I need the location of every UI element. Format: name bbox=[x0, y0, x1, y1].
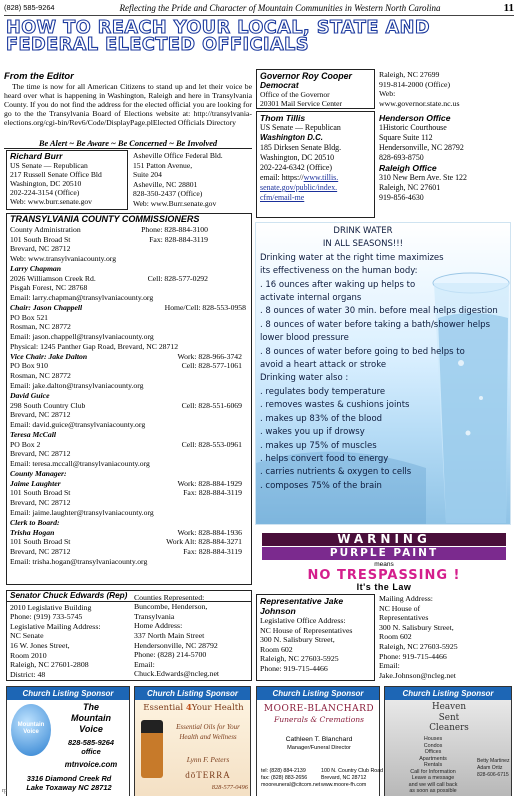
edwards-mailing-label: Legislative Mailing Address: bbox=[10, 621, 101, 631]
county-phone: Phone: 828-884-3100 bbox=[141, 224, 208, 234]
johnson-mailing-representatives: Representatives bbox=[379, 613, 429, 623]
guice-name: David Guice bbox=[10, 390, 50, 400]
johnson-name-line-1: Representative Jake bbox=[260, 596, 344, 606]
tillis-email-label: email: https:// bbox=[260, 173, 304, 182]
mv-name-2: Mountain bbox=[71, 713, 111, 723]
edwards-city: Raleigh, NC 27601-2808 bbox=[10, 660, 89, 670]
water-line: Drinking water also : bbox=[260, 373, 349, 384]
chapman-email[interactable]: Email: larry.chapman@transylvaniacounty.org bbox=[10, 293, 154, 303]
water-line: . helps convert food to energy bbox=[260, 453, 389, 464]
johnson-street: 300 N. Salisbury Street, bbox=[260, 635, 335, 645]
ess-name: Lynn F. Peters bbox=[186, 755, 230, 764]
water-line: avoid a heart attack or stroke bbox=[260, 360, 387, 371]
county-city: Brevard, NC 28712 bbox=[10, 244, 71, 254]
hs-item: Apartments bbox=[419, 755, 447, 762]
mccall-box: PO Box 2 bbox=[10, 439, 41, 449]
county-web[interactable]: Web: www.transylvaniacounty.org bbox=[10, 254, 117, 264]
edwards-card bbox=[6, 590, 252, 681]
water-line: lower blood pressure bbox=[260, 333, 349, 344]
hs-item: as soon as possible bbox=[409, 788, 457, 794]
tillis-email-link-1[interactable]: www.tillis. bbox=[303, 173, 339, 182]
tillis-raleigh-phone: 919-856-4630 bbox=[379, 193, 424, 202]
guice-cell: Cell: 828-551-6069 bbox=[181, 400, 242, 410]
edwards-counties-2: Transylvania bbox=[133, 611, 175, 621]
hogan-address: 101 South Broad St bbox=[10, 537, 71, 547]
burr-web[interactable]: Web: www.burr.senate.gov bbox=[10, 197, 92, 206]
edwards-name: Senator Chuck Edwards (Rep) bbox=[7, 591, 251, 602]
chappell-email[interactable]: Email: jason.chappell@transylvaniacounty.org bbox=[10, 332, 154, 342]
its-the-law-label: It's the Law bbox=[356, 581, 412, 592]
cooper-phone: 919-814-2000 (Office) bbox=[379, 79, 451, 89]
hogan-work: Work: 828-884-1936 bbox=[177, 527, 242, 537]
title-line-1: HOW TO REACH YOUR LOCAL, STATE AND bbox=[6, 18, 431, 38]
water-line: its effectiveness on the human body: bbox=[260, 266, 418, 277]
commissioners-box bbox=[6, 213, 252, 585]
county-admin: County Administration bbox=[10, 224, 81, 234]
edwards-email-label: Email: bbox=[133, 659, 155, 669]
water-line: activate internal organs bbox=[260, 293, 362, 304]
tillis-email-link-3[interactable]: cfm/email-me bbox=[260, 193, 305, 202]
mb-fax: fax: (828) 883-2656 bbox=[261, 775, 308, 781]
edwards-counties-label: Counties Represented: bbox=[133, 592, 205, 602]
county-address: 101 South Broad St bbox=[10, 234, 71, 244]
water-line: Drinking water at the right time maximizes bbox=[260, 252, 444, 263]
chappell-physical: Physical: 1245 Panther Gap Road, Brevard, NC 28712 bbox=[10, 341, 179, 351]
warning-label: WARNING bbox=[262, 533, 506, 546]
johnson-office-label: Legislative Office Address: bbox=[260, 616, 346, 625]
edwards-home-city: Hendersonville, NC 28792 bbox=[133, 640, 218, 650]
burr-card bbox=[6, 150, 128, 210]
mv-name-3: Voice bbox=[79, 724, 103, 734]
burr-asheville-phone: 828-350-2437 (Office) bbox=[133, 189, 203, 198]
water-line: . 16 ounces after waking up helps to bbox=[260, 279, 416, 290]
johnson-email-label: Email: bbox=[379, 661, 400, 671]
ess-title-2: 4 bbox=[185, 703, 192, 713]
burr-asheville-web[interactable]: Web: www.Burr.senate.gov bbox=[133, 198, 217, 208]
johnson-card bbox=[256, 594, 375, 681]
water-line: . makes up 75% of muscles bbox=[260, 440, 377, 451]
sponsor-moore-blanchard bbox=[256, 686, 384, 796]
dalton-box: PO Box 910 bbox=[10, 361, 49, 371]
mountain-voice-logo bbox=[11, 704, 51, 756]
manager-heading: County Manager: bbox=[10, 468, 67, 478]
water-line: . 8 ounces of water before taking a bath/shower helps bbox=[260, 319, 490, 330]
hs-item: and we will call back bbox=[408, 781, 458, 788]
sponsor-mountain-voice bbox=[6, 686, 130, 796]
footer-mark: rp bbox=[2, 788, 7, 794]
editor-heading: From the Editor bbox=[4, 70, 74, 81]
hs-item: Leave a message bbox=[411, 775, 455, 781]
water-line: . 8 ounces of water before going to bed helps to bbox=[260, 346, 465, 357]
mb-tel: tel: (828) 884-2139 bbox=[261, 768, 306, 774]
burr-phone: 202-224-3154 (Office) bbox=[10, 188, 80, 197]
johnson-room: Room 602 bbox=[260, 644, 293, 654]
johnson-city: Raleigh, NC 27603-5925 bbox=[260, 654, 339, 664]
burr-asheville-suite: Suite 204 bbox=[133, 170, 162, 179]
mb-name: Cathleen T. Blanchard bbox=[285, 736, 353, 743]
chapman-cell: Cell: 828-577-0292 bbox=[147, 273, 208, 283]
cooper-card bbox=[256, 69, 375, 109]
alert-line: Be Alert ~ Be Aware ~ Be Concerned ~ Be Involved bbox=[38, 139, 218, 148]
guice-city: Brevard, NC 28712 bbox=[10, 410, 71, 420]
mb-city: Brevard, NC 28712 bbox=[321, 775, 367, 781]
tillis-offices bbox=[379, 113, 514, 203]
laughter-address: 101 South Broad St bbox=[10, 488, 71, 498]
tillis-henderson-heading: Henderson Office bbox=[379, 113, 451, 123]
cooper-contact bbox=[379, 70, 513, 108]
laughter-work: Work: 828-884-1929 bbox=[177, 478, 242, 488]
mb-web[interactable]: www.moore-fh.com bbox=[321, 782, 367, 788]
burr-asheville-city: Asheville, NC 28801 bbox=[133, 179, 198, 189]
hs-title-3: Cleaners bbox=[429, 723, 469, 733]
logo-word-2: Voice bbox=[23, 729, 39, 735]
purple-paint-warning bbox=[262, 532, 506, 592]
laughter-city: Brevard, NC 28712 bbox=[10, 498, 71, 508]
burr-party: US Senate — Republican bbox=[10, 161, 88, 170]
burr-address: 217 Russell Senate Office Bld bbox=[10, 170, 102, 179]
mv-name-1: The bbox=[82, 702, 99, 712]
title-line-2: FEDERAL ELECTED OFFICIALS bbox=[6, 35, 310, 55]
header-tagline: Reflecting the Pride and Character of Mountain Communities in Western North Carolina bbox=[119, 3, 441, 14]
hs-item: Condos bbox=[423, 742, 443, 749]
chapman-name: Larry Chapman bbox=[10, 263, 62, 273]
edwards-street: 16 W. Jones Street, bbox=[10, 640, 70, 650]
sponsor-header: Church Listing Sponsor bbox=[385, 687, 511, 700]
tillis-card bbox=[256, 111, 375, 218]
tillis-dc-heading: Washington D.C. bbox=[260, 133, 323, 142]
edwards-room: Room 2010 bbox=[10, 650, 47, 660]
hs-contact-1: Betty Martinez bbox=[477, 758, 510, 764]
burr-asheville-street: 151 Patton Avenue, bbox=[133, 160, 193, 170]
tillis-name: Thom Tillis bbox=[260, 113, 306, 123]
sponsor-essential-health bbox=[134, 686, 251, 796]
cooper-office: Office of the Governor bbox=[260, 90, 330, 100]
burr-asheville bbox=[133, 151, 253, 208]
means-label: means bbox=[374, 561, 394, 568]
cooper-name: Governor Roy Cooper bbox=[260, 71, 352, 81]
oil-bottle-icon bbox=[141, 720, 163, 778]
mv-phone-label: office bbox=[81, 747, 101, 756]
tillis-address: 185 Dirksen Senate Bldg. bbox=[260, 143, 342, 152]
edwards-counties-1: Buncombe, Henderson, bbox=[133, 602, 208, 612]
johnson-email[interactable]: Jake.Johnson@ncleg.net bbox=[379, 670, 456, 680]
burr-asheville-office: Asheville Office Federal Bld. bbox=[133, 151, 223, 160]
tillis-phone: 202-224-6342 (Office) bbox=[260, 163, 332, 172]
ess-phone: 828-577-0496 bbox=[211, 784, 248, 791]
sponsor-header: Church Listing Sponsor bbox=[257, 687, 379, 700]
chappell-city: Rosman, NC 28772 bbox=[10, 322, 71, 332]
mv-phone: 828-585-9264 bbox=[67, 738, 115, 747]
water-line: . wakes you up if drowsy bbox=[260, 427, 365, 438]
clerk-heading: Clerk to Board: bbox=[10, 517, 60, 527]
chappell-name: Chair: Jason Chappell bbox=[10, 302, 83, 312]
county-fax: Fax: 828-884-3119 bbox=[149, 234, 208, 244]
water-line: . regulates body temperature bbox=[260, 386, 386, 397]
burr-name: Richard Burr bbox=[10, 151, 63, 161]
hogan-fax: Fax: 828-884-3119 bbox=[183, 547, 242, 557]
edwards-office: 2010 Legislative Building bbox=[10, 602, 92, 612]
water-title-1: DRINK WATER bbox=[333, 226, 393, 236]
purple-paint-label: PURPLE PAINT bbox=[262, 547, 506, 560]
johnson-name-line-2: Johnson bbox=[260, 606, 296, 616]
edwards-home-label: Home Address: bbox=[133, 621, 183, 631]
johnson-mailing-house: NC House of bbox=[379, 603, 421, 613]
tillis-city: Washington, DC 20510 bbox=[260, 153, 335, 162]
mccall-email[interactable]: Email: teresa.mccall@transylvaniacounty.org bbox=[10, 459, 150, 469]
sponsor-header: Church Listing Sponsor bbox=[135, 687, 250, 700]
sponsor-header: Church Listing Sponsor bbox=[7, 687, 129, 700]
tillis-henderson-suite: Square Suite 112 bbox=[379, 133, 433, 142]
hs-item: Offices bbox=[424, 749, 442, 755]
guice-address: 298 South Country Club bbox=[10, 400, 86, 410]
hs-phone: 828-606-6715 bbox=[477, 772, 509, 778]
cooper-address: 20301 Mail Service Center bbox=[260, 99, 343, 109]
mb-subtitle: Funerals & Cremations bbox=[273, 715, 365, 724]
hs-item: Houses bbox=[423, 736, 443, 742]
water-title-2: IN ALL SEASONS!!! bbox=[322, 239, 404, 250]
edwards-phone: Phone: (919) 733-5745 bbox=[10, 612, 83, 622]
ess-title-3: Your Health bbox=[191, 703, 244, 713]
johnson-mailing-label: Mailing Address: bbox=[379, 594, 433, 603]
water-line: . makes up 83% of the blood bbox=[260, 413, 383, 424]
page-number: 11 bbox=[503, 2, 514, 15]
dalton-work: Work: 828-966-3742 bbox=[177, 351, 242, 361]
hs-item: Call for Information bbox=[410, 768, 456, 775]
johnson-mailing-city: Raleigh, NC 27603-5925 bbox=[379, 641, 458, 651]
moore-blanchard-logo: MOORE-BLANCHARD bbox=[263, 704, 375, 714]
johnson-mailing-street: 300 N. Salisbury Street, bbox=[379, 622, 454, 632]
johnson-name bbox=[260, 596, 371, 616]
dalton-name: Vice Chair: Jake Dalton bbox=[10, 351, 88, 361]
johnson-mailing-room: Room 602 bbox=[379, 632, 412, 642]
edwards-senate: NC Senate bbox=[10, 631, 44, 641]
dalton-city: Rosman, NC 28772 bbox=[10, 371, 71, 381]
chappell-box: PO Box 521 bbox=[10, 312, 49, 322]
header-phone: (828) 585-9264 bbox=[4, 3, 55, 13]
hs-item: Rentals bbox=[423, 762, 443, 768]
johnson-mailing-phone: Phone: 919-715-4466 bbox=[379, 651, 447, 661]
mccall-name: Teresa McCall bbox=[10, 429, 57, 439]
edwards-email[interactable]: Chuck.Edwards@ncleg.net bbox=[133, 669, 220, 679]
johnson-phone: Phone: 919-715-4466 bbox=[260, 663, 328, 673]
hogan-work-alt: Work Alt: 828-884-3271 bbox=[166, 537, 242, 547]
sponsor-heaven-sent bbox=[384, 686, 512, 796]
water-line: . carries nutrients & oxygen to cells bbox=[260, 467, 412, 478]
tillis-email-link-2[interactable]: senate.gov/public/index. bbox=[260, 183, 338, 192]
hogan-email[interactable]: Email: trisha.hogan@transylvaniacounty.org bbox=[10, 556, 148, 566]
water-line: . removes wastes & cushions joints bbox=[260, 400, 410, 411]
hs-contact-2: Adam Ortiz bbox=[477, 765, 503, 771]
edwards-home-street: 337 North Main Street bbox=[133, 630, 205, 640]
cooper-party: Democrat bbox=[260, 80, 299, 91]
dalton-email[interactable]: Email: jake.dalton@transylvaniacounty.org bbox=[10, 381, 144, 391]
mccall-city: Brevard, NC 28712 bbox=[10, 449, 71, 459]
no-trespassing-label: NO TRESPASSING ! bbox=[307, 567, 461, 583]
tillis-raleigh-heading: Raleigh Office bbox=[379, 163, 437, 173]
doterra-logo: dōTERRA bbox=[185, 770, 231, 780]
hs-title-2: Sent bbox=[438, 712, 460, 723]
tillis-raleigh-address: 310 New Bern Ave. Ste 122 bbox=[379, 173, 467, 182]
laughter-email[interactable]: Email: jaime.laughter@transylvaniacounty.org bbox=[10, 507, 154, 517]
hogan-name: Trisha Hogan bbox=[10, 527, 55, 537]
laughter-name: Jaime Laughter bbox=[10, 478, 61, 488]
edwards-district: District: 48 bbox=[10, 669, 46, 679]
mb-title: Manager/Funeral Director bbox=[287, 745, 351, 751]
ess-body-2: Health and Wellness bbox=[179, 733, 237, 741]
cooper-web-label: Web: bbox=[379, 89, 396, 98]
page-header bbox=[4, 2, 514, 16]
guice-email[interactable]: Email: david.guice@transylvaniacounty.org bbox=[10, 420, 146, 430]
mb-email[interactable]: mooreuneral@citcom.net bbox=[261, 782, 321, 788]
editor-body: The time is now for all American Citizens to stand up and let their voice be heard over what is happening in Washington, Raleigh and here in Transylvania County. If you do not find the address for the elected official you are looking for go to the the Transylvania Board of Elections website at: http://transylvania-elections.org/cgi-bin/Rev6/Code/DisplayPage.plElected Officials Directory bbox=[4, 82, 252, 128]
dalton-cell: Cell: 828-577-1061 bbox=[181, 361, 242, 371]
tillis-raleigh-city: Raleigh, NC 27601 bbox=[379, 183, 441, 192]
mv-address: 3316 Diamond Creek Rd bbox=[26, 774, 112, 783]
water-line: . composes 75% of the brain bbox=[260, 480, 382, 491]
chappell-phone: Home/Cell: 828-553-0958 bbox=[164, 302, 246, 312]
cooper-city: Raleigh, NC 27699 bbox=[379, 70, 440, 79]
tillis-henderson-city: Hendersonville, NC 28792 bbox=[379, 143, 464, 152]
water-text bbox=[260, 225, 506, 493]
burr-city: Washington, DC 20510 bbox=[10, 179, 82, 188]
johnson-mailing bbox=[379, 594, 514, 680]
mv-web[interactable]: mtnvoice.com bbox=[64, 760, 118, 769]
ess-body-1: Essential Oils for Your bbox=[176, 723, 240, 731]
editor-note bbox=[4, 70, 252, 149]
ess-title-1: Essential bbox=[143, 703, 184, 713]
johnson-house: NC House of Representatives bbox=[260, 625, 353, 635]
water-graphic bbox=[255, 222, 511, 525]
mb-address: 100 N. Country Club Road bbox=[321, 768, 384, 774]
hs-title-1: Heaven bbox=[432, 702, 466, 712]
logo-word-1: Mountain bbox=[17, 722, 45, 728]
water-line: . 8 ounces of water 30 min. before meal helps digestion bbox=[260, 306, 498, 317]
tillis-henderson-phone: 828-693-8750 bbox=[379, 153, 424, 162]
cooper-web-link[interactable]: www.governor.state.nc.us bbox=[379, 98, 460, 108]
chapman-city: Pisgah Forest, NC 28768 bbox=[10, 283, 88, 293]
laughter-fax: Fax: 828-884-3119 bbox=[183, 488, 242, 498]
edwards-home-phone: Phone: (828) 214-5700 bbox=[133, 650, 207, 660]
tillis-party: US Senate — Republican bbox=[260, 123, 341, 132]
page-title bbox=[6, 20, 512, 54]
commissioners-heading: TRANSYLVANIA COUNTY COMMISSIONERS bbox=[10, 214, 200, 224]
mv-city: Lake Toxaway NC 28712 bbox=[26, 783, 112, 792]
hogan-city: Brevard, NC 28712 bbox=[10, 547, 71, 557]
chapman-address: 2026 Williamson Creek Rd. bbox=[10, 273, 96, 283]
mccall-cell: Cell: 828-553-0961 bbox=[181, 439, 242, 449]
tillis-henderson-address: 1Historic Courthouse bbox=[379, 123, 447, 132]
